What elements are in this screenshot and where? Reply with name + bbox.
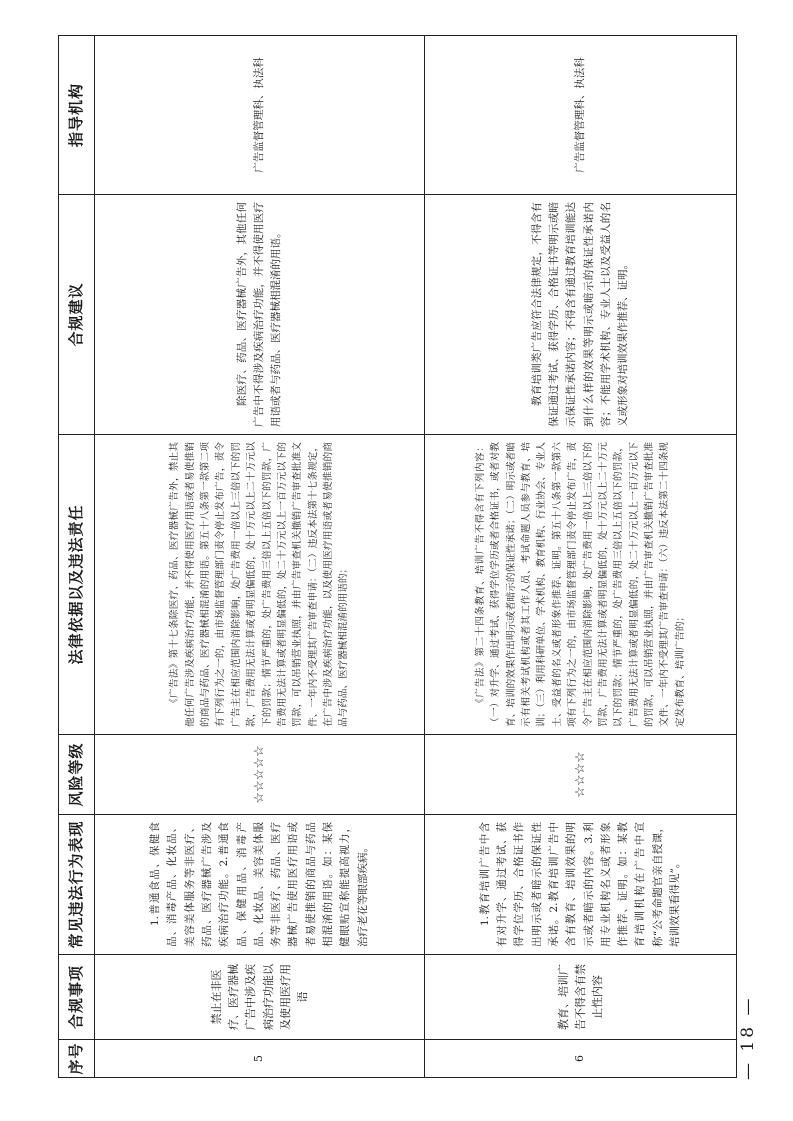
row-item: 禁止在非医疗、医疗器械广告中涉及疾病治疗功能以及使用医疗用语 bbox=[95, 955, 425, 1040]
header-org: 指导机构 bbox=[59, 36, 95, 195]
row-behavior: 1.普通食品、保健食品、消毒产品、化妆品、美容美体服务等非医疗、药品、医疗器械广告涉及疾病治疗功能。2.普通食品、保健用品、消毒产品、化妆品、美容美体服务等非医疗、药品、医疗器械广告使用医疗用语或者易使推销的商品与药品相混淆的用语。如：某保健眼贴宣称能提高视力，治疗老花等眼部疾病。 bbox=[95, 815, 425, 955]
row-item: 教育、培训广告不得含有禁止性内容 bbox=[425, 955, 737, 1040]
table-row bbox=[425, 36, 737, 1078]
row-advice: 除医疗、药品、医疗器械广告外，其他任何广告中不得涉及疾病治疗功能，并不得使用医疗用语或者与药品、医疗器械相混淆的用语。 bbox=[95, 195, 425, 435]
row-behavior: 1.教育培训广告中含有对升学、通过考试、获得学位学历、合格证书作出明示或者暗示的保证性承诺。2.教育培训广告中含有教育、培训效果的明示或者暗示的内容。3.利用专业机构名义或者形象作推荐、证明。如：某教育培训机构在广告中宣称“公考命题官亲自授课，培训效果看得见”。 bbox=[425, 815, 737, 955]
row-law: 《广告法》第二十四条教育、培训广告不得含有下列内容：（一）对升学、通过考试、获得学位学历或者合格证书，或者对教育、培训的效果作出明示或者暗示的保证性承诺；（二）明示或者暗示有相关考试机构或者其工作人员、考试命题人员参与教育、培训；（三）利用科研单位、学术机构、教育机构、行业协会、专业人士、受益者的名义或者形象作推荐、证明。第五十八条第一款第六项有下列行为之一的，由市场监督管理部门责令停止发布广告，责令广告主在相应范围内消除影响，处广告费用一倍以上三倍以下的罚款，广告费用无法计算或者明显偏低的，处十万元以上二十万元以下的罚款；情节严重的，处广告费用三倍以上五倍以下的罚款，广告费用无法计算或者明显偏低的，处二十万元以上一百万元以下的罚款，可以吊销营业执照，并由广告审查机关撤销广告审查批准文件、一年内不受理其广告审查申请：（六）违反本法第二十四条规定发布教育、培训广告的； bbox=[425, 435, 737, 735]
compliance-table bbox=[58, 35, 737, 1078]
table-row bbox=[95, 36, 425, 1078]
row-org: 广告监督管理科、执法科 bbox=[425, 36, 737, 195]
row-org: 广告监督管理科、执法科 bbox=[95, 36, 425, 195]
header-law: 法律依据以及违法责任 bbox=[59, 435, 95, 735]
header-risk: 风险等级 bbox=[59, 735, 95, 815]
header-item: 合规事项 bbox=[59, 955, 95, 1040]
header-no: 序号 bbox=[59, 1040, 95, 1078]
header-advice: 合规建议 bbox=[59, 195, 95, 435]
rotated-table-page bbox=[58, 36, 736, 1078]
row-risk-stars: ☆☆☆☆ bbox=[425, 735, 737, 815]
row-law: 《广告法》第十七条除医疗、药品、医疗器械广告外，禁止其他任何广告涉及疾病治疗功能，并不得使用医疗用语或者易使推销的商品与药品、医疗器械相混淆的用语。第五十八条第一款第二项有下列行为之一的，由市场监督管理部门责令停止发布广告，责令广告主在相应范围内消除影响，处广告费用一倍以上三倍以下的罚款，广告费用无法计算或者明显偏低的，处十万元以上二十万元以下的罚款；情节严重的，处广告费用三倍以上五倍以下的罚款，广告费用无法计算或者明显偏低的，处二十万元以上一百万元以下的罚款，可以吊销营业执照，并由广告审查机关撤销广告审查批准文件、一年内不受理其广告审查申请：（二）违反本法第十七条规定，在广告中涉及疾病治疗功能，以及使用医疗用语或者易使推销的商品与药品、医疗器械相混淆的用语的； bbox=[95, 435, 425, 735]
row-no: 5 bbox=[95, 1040, 425, 1078]
header-behavior: 常见违法行为表现 bbox=[59, 815, 95, 955]
row-advice: 教育培训类广告应符合法律规定，不得含有保证通过考试、获得学历、合格证书等明示或暗示保证性承诺内容；不得含有通过教育培训能达到什么样的效果等明示或暗示的保证性承诺内容；不能用学术机构、专业人士以及受益人的名义或形象对培训效果作推荐、证明。 bbox=[425, 195, 737, 435]
row-no: 6 bbox=[425, 1040, 737, 1078]
row-risk-stars: ☆☆☆☆☆ bbox=[95, 735, 425, 815]
page-number: — 18 — bbox=[738, 995, 758, 1080]
header-row bbox=[59, 36, 95, 1078]
